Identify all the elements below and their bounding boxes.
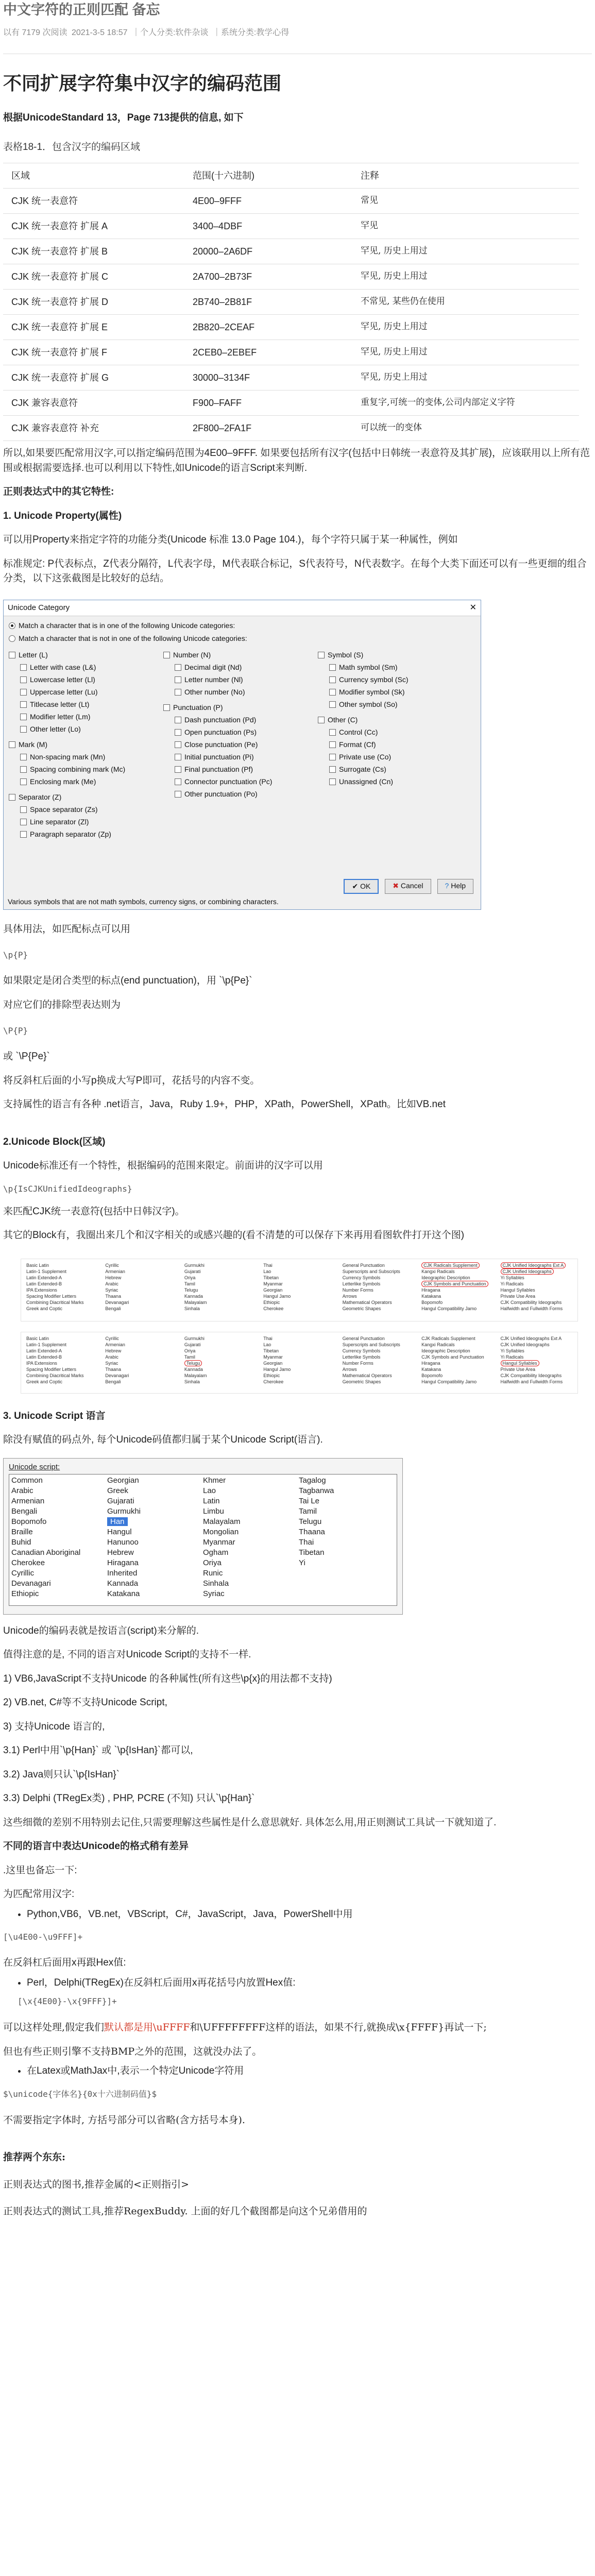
paragraph: 可以用Property来指定字符的功能分类(Unicode 标准 13.0 Page 104.)，每个字符只属于某一种属性，例如 xyxy=(3,534,458,545)
highlight-text: 默认都是用\uFFFF xyxy=(104,2022,190,2033)
checkbox-icon xyxy=(329,676,336,683)
unicode-block-figure-2: Basic Latin Latin-1 Supplement Latin Extended-A Latin Extended-B IPA Extensions Spacing Modifier Letters Combining Diacritical Marks Greek and Coptic Cyrillic Armenian Hebrew Arabic Syriac Thaana Devanagari Bengali Gurmukhi Gujarati Oriya Tamil Telugu Kannada Malayalam Sinhala Thai Lao Tibetan Myanmar Georgian Hangul Jamo Ethiopic Cherokee General Punctuation Superscripts and Subscripts Currency Symbols Letterlike Symbols Number Forms Arrows Mathematical Operators Geometric Shapes CJK Radicals Supplement Kangxi Radicals Ideographic Description CJK Symbols and Punctuation Hiragana Katakana Bopomofo Hangul Compatibility Jamo CJK Unified Ideographs Ext A CJK Unified Ideographs Yi Syllables Yi Radicals Hangul Syllables Private Use Area CJK Compatibility Ideographs Halfwidth and Fullwidth Forms xyxy=(21,1332,578,1394)
checkbox-label: Mark (M) xyxy=(19,740,47,749)
script-item[interactable]: Ogham xyxy=(203,1548,229,1557)
paragraph: 值得注意的是, 不同的语言对Unicode Script的支持不一样. xyxy=(3,1649,251,1660)
checkbox-label: Titlecase letter (Lt) xyxy=(30,700,90,708)
checkbox-label: Letter number (Nl) xyxy=(184,675,243,684)
checkbox-icon xyxy=(329,741,336,748)
table-row xyxy=(3,340,579,365)
script-item[interactable]: Tai Le xyxy=(299,1497,320,1505)
script-item[interactable]: Tibetan xyxy=(299,1548,325,1557)
paragraph: 2) VB.net, C#等不支持Unicode Script, xyxy=(3,1697,167,1708)
cjk-range-table xyxy=(3,163,579,441)
checkbox-icon xyxy=(329,664,336,671)
checkbox-icon xyxy=(20,766,27,773)
script-item[interactable]: Latin xyxy=(203,1497,220,1505)
checkbox-icon xyxy=(9,794,15,801)
category-checkbox[interactable] xyxy=(9,686,158,699)
script-label: Unicode script: xyxy=(9,1462,60,1471)
category-checkbox[interactable] xyxy=(318,714,467,726)
script-item[interactable]: Armenian xyxy=(11,1497,45,1505)
paragraph: 或 `\P{Pe}` xyxy=(3,1051,50,1062)
list-item: • Perl，Delphi(TRegEx)在反斜杠后面用x再花括号内放置Hex值: xyxy=(27,1976,592,1991)
code-snippet: \p{IsCJKUnifiedIdeographs} xyxy=(3,1183,132,1194)
checkbox-label: Math symbol (Sm) xyxy=(339,663,398,671)
checkbox-label: Open punctuation (Ps) xyxy=(184,728,257,736)
table-row xyxy=(3,365,579,391)
script-item[interactable]: Yi xyxy=(299,1558,305,1567)
checkbox-label: Enclosing mark (Me) xyxy=(30,777,96,786)
blog-title: 中文字符的正则匹配 备忘 xyxy=(3,2,160,18)
checkbox-icon xyxy=(318,717,325,723)
code-snippet: [\x{4E00}-\x{9FFF}]+ xyxy=(18,1996,117,2006)
note-cell: 不常见, 某些仍在使用 xyxy=(352,290,579,315)
range-cell: 2CEB0–2EBEF xyxy=(184,340,352,365)
checkbox-icon xyxy=(175,689,181,696)
script-item[interactable]: Tamil xyxy=(299,1507,317,1516)
checkbox-icon xyxy=(175,729,181,736)
checkbox-label: Unassigned (Cn) xyxy=(339,777,394,786)
region-cell: CJK 统一表意符 扩展 E xyxy=(3,315,184,340)
checkbox-label: Final punctuation (Pf) xyxy=(184,765,253,773)
script-item[interactable]: Hanunoo xyxy=(107,1538,139,1547)
selected-script[interactable]: Han xyxy=(107,1517,128,1526)
region-cell: CJK 统一表意符 扩展 F xyxy=(3,340,184,365)
script-item[interactable]: Braille xyxy=(11,1528,33,1536)
table-row xyxy=(3,391,579,416)
radio-icon xyxy=(9,622,15,629)
section-heading: 1. Unicode Property(属性) xyxy=(3,510,122,521)
category-checkbox[interactable] xyxy=(163,674,313,686)
paragraph: 在反斜杠后面用x再跟Hex值: xyxy=(3,1957,126,1968)
checkbox-label: Spacing combining mark (Mc) xyxy=(30,765,126,773)
table-row xyxy=(3,290,579,315)
script-column xyxy=(203,1476,299,1604)
category-checkbox[interactable] xyxy=(318,662,467,674)
paragraph: 1) VB6,JavaScript不支持Unicode 的各种属性(所有这些\p{x}的用法都不支持) xyxy=(3,1673,332,1684)
script-item[interactable]: Inherited xyxy=(107,1569,138,1578)
paragraph: 其它的Block有，我圈出来几个和汉字相关的或感兴趣的(看不清楚的可以保存下来再用看图软件打开这个图) xyxy=(3,1230,465,1241)
checkbox-label: Other symbol (So) xyxy=(339,700,398,708)
paragraph: 对应它们的排除型表达则为 xyxy=(3,999,121,1010)
paragraph: 支持属性的语言有各种 .net语言，Java，Ruby 1.9+，PHP，XPath，PowerShell，XPath。比如VB.net xyxy=(3,1099,446,1110)
table-caption: 表格18-1．包含汉字的编码区域 xyxy=(3,141,141,152)
radio-match-not-in[interactable] xyxy=(4,632,481,645)
dialog-description: Various symbols that are not math symbols, currency signs, or combining characters. xyxy=(8,897,279,906)
category-checkbox[interactable] xyxy=(9,776,158,788)
range-cell: 2A700–2B73F xyxy=(184,264,352,290)
table-header-row xyxy=(3,163,579,189)
script-item[interactable]: Runic xyxy=(203,1569,223,1578)
checkbox-icon xyxy=(175,676,181,683)
checkbox-label: Lowercase letter (Ll) xyxy=(30,675,95,684)
table-row xyxy=(3,264,579,290)
paragraph: 所以,如果要匹配常用汉字,可以指定编码范围为4E00–9FFF. 如果要包括所有汉字(包括中日韩统一表意符及其扩展)，应该联用以上所有范围或根据需要选择.也可以利用以下特性,如Unicode的语言Script来判断. xyxy=(3,448,590,473)
checkbox-label: Connector punctuation (Pc) xyxy=(184,777,273,786)
list-item: • 在Latex或MathJax中,表示一个特定Unicode字符用 xyxy=(27,2064,592,2079)
checkbox-label: Letter with case (L&) xyxy=(30,663,96,671)
category-checkbox[interactable] xyxy=(9,791,158,804)
range-cell: 20000–2A6DF xyxy=(184,239,352,264)
script-item[interactable]: Telugu xyxy=(299,1517,322,1526)
checkbox-label: Uppercase letter (Lu) xyxy=(30,688,98,696)
checkbox-label: Format (Cf) xyxy=(339,740,376,749)
checkbox-label: Control (Cc) xyxy=(339,728,378,736)
script-item[interactable]: Gurmukhi xyxy=(107,1507,141,1516)
paragraph: 3.1) Perl中用`\p{Han}` 或 `\p{IsHan}`都可以, xyxy=(3,1745,193,1756)
read-count: 以有 7179 次阅读 xyxy=(3,28,67,37)
table-header: 范围(十六进制) xyxy=(184,163,352,189)
checkbox-label: Symbol (S) xyxy=(328,651,364,659)
script-item[interactable]: Gujarati xyxy=(107,1497,134,1505)
category-column-3 xyxy=(318,649,467,841)
script-item[interactable]: Hangul xyxy=(107,1528,132,1536)
note-cell: 罕见 xyxy=(352,214,579,239)
script-item[interactable]: Hebrew xyxy=(107,1548,134,1557)
table-row xyxy=(3,315,579,340)
checkbox-icon xyxy=(9,741,15,748)
checkbox-label: Initial punctuation (Pi) xyxy=(184,753,254,761)
range-cell: 3400–4DBF xyxy=(184,214,352,239)
checkbox-label: Non-spacing mark (Mn) xyxy=(30,753,106,761)
region-cell: CJK 统一表意符 扩展 D xyxy=(3,290,184,315)
checkbox-icon xyxy=(175,741,181,748)
code-snippet: $\unicode{字体名}{0x十六进制码值}$ xyxy=(3,2089,157,2099)
table-row xyxy=(3,189,579,214)
paragraph: 除没有赋值的码点外, 每个Unicode码值都归属于某个Unicode Script(语言). xyxy=(3,1434,323,1445)
script-item[interactable]: Cyrillic xyxy=(11,1569,35,1578)
script-item[interactable]: Malayalam xyxy=(203,1517,241,1526)
section-heading: 2.Unicode Block(区域) xyxy=(3,1136,106,1147)
dialog-title: Unicode Category xyxy=(4,600,481,616)
checkbox-icon xyxy=(20,726,27,733)
checkbox-icon xyxy=(20,831,27,838)
category-checkbox[interactable] xyxy=(163,751,313,764)
range-cell: 30000–3134F xyxy=(184,365,352,391)
script-item[interactable]: Tagalog xyxy=(299,1476,326,1485)
category-column-2 xyxy=(163,649,313,841)
checkbox-icon xyxy=(329,778,336,785)
category-checkbox[interactable] xyxy=(9,751,158,764)
category-checkbox[interactable] xyxy=(318,751,467,764)
checkbox-label: Modifier letter (Lm) xyxy=(30,713,91,721)
script-item[interactable]: Khmer xyxy=(203,1476,226,1485)
category-checkbox[interactable] xyxy=(9,739,158,751)
range-cell: 2F800–2FA1F xyxy=(184,416,352,441)
paragraph: 3) 支持Unicode 语言的, xyxy=(3,1721,105,1732)
category-checkbox[interactable] xyxy=(318,649,467,662)
code-snippet: \P{P} xyxy=(3,1026,28,1036)
category-checkbox[interactable] xyxy=(318,739,467,751)
note-cell: 常见 xyxy=(352,189,579,214)
bullet-list xyxy=(3,1907,592,1922)
category-checkbox[interactable] xyxy=(9,711,158,723)
category-checkbox[interactable] xyxy=(318,776,467,788)
category-checkbox[interactable] xyxy=(163,649,313,662)
script-item[interactable]: Canadian Aboriginal xyxy=(11,1548,81,1557)
script-column xyxy=(299,1476,395,1604)
category-checkbox[interactable] xyxy=(163,702,313,714)
script-item[interactable]: Devanagari xyxy=(11,1579,51,1588)
checkbox-icon xyxy=(175,664,181,671)
paragraph: 正则表达式的图书,推荐金属的<正则指引> xyxy=(3,2178,189,2190)
category-checkbox[interactable] xyxy=(163,726,313,739)
region-cell: CJK 统一表意符 xyxy=(3,189,184,214)
script-item[interactable]: Cherokee xyxy=(11,1558,45,1567)
checkbox-label: Number (N) xyxy=(173,651,211,659)
range-cell: 2B820–2CEAF xyxy=(184,315,352,340)
category-column-1 xyxy=(9,649,158,841)
paragraph: 来匹配CJK统一表意符(包括中日韩汉字)。 xyxy=(3,1206,185,1217)
checkbox-label: Letter (L) xyxy=(19,651,48,659)
script-item[interactable]: Tagbanwa xyxy=(299,1486,334,1495)
checkbox-label: Other letter (Lo) xyxy=(30,725,81,733)
category-checkbox[interactable] xyxy=(9,699,158,711)
checkbox-icon xyxy=(175,717,181,723)
script-item[interactable]: Georgian xyxy=(107,1476,139,1485)
range-cell: 4E00–9FFF xyxy=(184,189,352,214)
checkbox-label: Other number (No) xyxy=(184,688,245,696)
range-cell: F900–FAFF xyxy=(184,391,352,416)
category-checkbox[interactable] xyxy=(163,662,313,674)
note-cell: 罕见, 历史上用过 xyxy=(352,315,579,340)
section-heading: 不同的语言中表达Unicode的格式稍有差异 xyxy=(3,1841,189,1852)
script-item[interactable]: Kannada xyxy=(107,1579,139,1588)
section-heading: 3. Unicode Script 语言 xyxy=(3,1410,106,1421)
script-item[interactable]: Buhid xyxy=(11,1538,31,1547)
checkbox-label: Private use (Co) xyxy=(339,753,392,761)
region-cell: CJK 兼容表意符 xyxy=(3,391,184,416)
category-checkbox[interactable] xyxy=(9,828,158,841)
note-cell: 罕见, 历史上用过 xyxy=(352,239,579,264)
category-checkbox[interactable] xyxy=(163,686,313,699)
category-checkbox[interactable] xyxy=(9,649,158,662)
checkbox-icon xyxy=(329,701,336,708)
category-checkbox[interactable] xyxy=(318,699,467,711)
table-row xyxy=(3,239,579,264)
script-item[interactable] xyxy=(107,1517,203,1527)
checkbox-icon xyxy=(163,652,170,658)
ok-button[interactable]: ✔ OK xyxy=(344,879,379,894)
radio-label: Match a character that is not in one of the following Unicode categories: xyxy=(19,634,247,642)
script-item[interactable]: Lao xyxy=(203,1486,216,1495)
category-checkbox[interactable] xyxy=(163,714,313,726)
note-cell: 罕见, 历史上用过 xyxy=(352,340,579,365)
script-item[interactable]: Common xyxy=(11,1476,43,1485)
checkbox-icon xyxy=(175,778,181,785)
paragraph: Unicode标准还有一个特性，根据编码的范围来限定。前面讲的汉字可以用 xyxy=(3,1160,323,1171)
note-cell: 重复字,可统一的变体,公司内部定义字符 xyxy=(352,391,579,416)
checkbox-label: Separator (Z) xyxy=(19,793,62,801)
category-checkbox[interactable] xyxy=(318,686,467,699)
unicode-category-dialog xyxy=(3,600,481,910)
paragraph: 这些细微的差别不用特别去记住,只需要理解这些属性是什么意思就好. 具体怎么用,用正则测试工具试一下就知道了. xyxy=(3,1817,497,1828)
note-cell: 可以统一的变体 xyxy=(352,416,579,441)
region-cell: CJK 统一表意符 扩展 G xyxy=(3,365,184,391)
checkbox-icon xyxy=(329,754,336,760)
checkbox-label: Other (C) xyxy=(328,716,358,724)
note-cell: 罕见, 历史上用过 xyxy=(352,365,579,391)
table-row xyxy=(3,416,579,441)
checkbox-label: Close punctuation (Pe) xyxy=(184,740,258,749)
paragraph: 为匹配常用汉字: xyxy=(3,1889,75,1900)
paragraph: Unicode的编码表就是按语言(script)来分解的. xyxy=(3,1625,199,1636)
checkbox-label: Punctuation (P) xyxy=(173,703,223,711)
paragraph: 标准规定: P代表标点，Z代表分隔符，L代表字母，M代表联合标记，S代表符号，N代表数字。在每个大类下面还可以有一些更细的组合分类，以下这张截图是比较好的总结。 xyxy=(3,558,587,584)
category-checkbox[interactable] xyxy=(9,764,158,776)
checkbox-icon xyxy=(163,704,170,711)
region-cell: CJK 统一表意符 扩展 B xyxy=(3,239,184,264)
checkbox-label: Modifier symbol (Sk) xyxy=(339,688,405,696)
radio-label: Match a character that is in one of the following Unicode categories: xyxy=(19,621,235,630)
script-item[interactable]: Bopomofo xyxy=(11,1517,47,1526)
bullet-list xyxy=(3,1976,592,1991)
checkbox-icon xyxy=(20,754,27,760)
script-column xyxy=(11,1476,107,1604)
script-item[interactable]: Limbu xyxy=(203,1507,224,1516)
range-cell: 2B740–2B81F xyxy=(184,290,352,315)
personal-category[interactable]: ｜个人分类:软件杂谈 xyxy=(131,28,209,37)
region-cell: CJK 统一表意符 扩展 C xyxy=(3,264,184,290)
paragraph: 将反斜杠后面的小写p换成大写P即可，花括号的内容不变。 xyxy=(3,1075,260,1086)
note-cell: 罕见, 历史上用过 xyxy=(352,264,579,290)
category-checkbox[interactable] xyxy=(318,726,467,739)
checkbox-icon xyxy=(20,714,27,720)
region-cell: CJK 兼容表意符 补充 xyxy=(3,416,184,441)
script-item[interactable]: Greek xyxy=(107,1486,128,1495)
article-subtitle: 根据UnicodeStandard 13，Page 713提供的信息, 如下 xyxy=(3,112,244,123)
bullet-list xyxy=(3,2064,592,2079)
paragraph: .这里也备忘一下: xyxy=(3,1865,77,1876)
script-item[interactable]: Myanmar xyxy=(203,1538,235,1547)
script-item[interactable]: Bengali xyxy=(11,1507,38,1516)
checkbox-icon xyxy=(329,689,336,696)
checkbox-icon xyxy=(20,778,27,785)
post-date: 2021-3-5 18:57 xyxy=(71,28,128,37)
script-column xyxy=(107,1476,203,1604)
script-item[interactable]: Mongolian xyxy=(203,1528,239,1536)
checkbox-icon xyxy=(329,766,336,773)
script-item[interactable]: Syriac xyxy=(203,1589,225,1598)
category-checkbox[interactable] xyxy=(9,804,158,816)
category-checkbox[interactable] xyxy=(163,739,313,751)
radio-icon xyxy=(9,635,15,642)
checkbox-label: Decimal digit (Nd) xyxy=(184,663,242,671)
checkbox-icon xyxy=(20,701,27,708)
table-header: 注释 xyxy=(352,163,579,189)
script-item[interactable]: Ethiopic xyxy=(11,1589,39,1598)
table-row xyxy=(3,214,579,239)
paragraph: 具体用法，如匹配标点可以用 xyxy=(3,923,131,935)
category-checkbox[interactable] xyxy=(9,662,158,674)
category-checkbox[interactable] xyxy=(163,764,313,776)
cancel-button[interactable]: ✖ Cancel xyxy=(385,879,431,894)
paragraph: 正则表达式的测试工具,推荐RegexBuddy. 上面的好几个截图都是向这个兄弟借用的 xyxy=(3,2206,367,2217)
paragraph: 3.2) Java则只认`\p{IsHan}` xyxy=(3,1769,120,1780)
checkbox-label: Paragraph separator (Zp) xyxy=(30,830,111,838)
checkbox-icon xyxy=(20,664,27,671)
checkbox-icon xyxy=(20,819,27,825)
paragraph: 但也有些正则引擎不支持BMP之外的范围，这就没办法了。 xyxy=(3,2045,262,2057)
checkbox-label: Dash punctuation (Pd) xyxy=(184,716,257,724)
script-item[interactable]: Thai xyxy=(299,1538,314,1547)
category-checkbox[interactable] xyxy=(9,816,158,828)
article-title: 不同扩展字符集中汉字的编码范围 xyxy=(3,73,282,94)
checkbox-icon xyxy=(20,676,27,683)
category-checkbox[interactable] xyxy=(9,674,158,686)
checkbox-label: Surrogate (Cs) xyxy=(339,765,386,773)
help-button[interactable]: ? Help xyxy=(437,879,473,894)
paragraph: 可以这样处理,假定我们默认都是用\uFFFF和\UFFFFFFFF这样的语法，如果不行,就换成\x{FFFF}再试一下; xyxy=(3,2022,487,2033)
category-checkbox[interactable] xyxy=(9,723,158,736)
unicode-script-picker xyxy=(3,1458,403,1615)
checkbox-label: Currency symbol (Sc) xyxy=(339,675,409,684)
paragraph: 3.3) Delphi (TRegEx类) , PHP, PCRE (不知) 只认`\p{Han}` xyxy=(3,1793,255,1804)
system-category[interactable]: ｜系统分类:教学心得 xyxy=(212,28,290,37)
category-checkbox[interactable] xyxy=(163,788,313,801)
checkbox-icon xyxy=(329,729,336,736)
checkbox-icon xyxy=(175,754,181,760)
code-snippet: \p{P} xyxy=(3,950,28,960)
checkbox-label: Space separator (Zs) xyxy=(30,805,98,814)
radio-match-in[interactable] xyxy=(4,619,481,632)
checkbox-icon xyxy=(318,652,325,658)
checkbox-icon xyxy=(20,689,27,696)
script-list[interactable] xyxy=(9,1474,397,1606)
checkbox-label: Other punctuation (Po) xyxy=(184,790,258,798)
script-item[interactable]: Sinhala xyxy=(203,1579,229,1588)
checkbox-icon xyxy=(175,766,181,773)
category-checkbox[interactable] xyxy=(318,674,467,686)
script-item[interactable]: Hiragana xyxy=(107,1558,139,1567)
checkbox-icon xyxy=(20,806,27,813)
table-header: 区域 xyxy=(3,163,184,189)
script-item[interactable]: Thaana xyxy=(299,1528,325,1536)
script-item[interactable]: Katakana xyxy=(107,1589,140,1598)
checkbox-icon xyxy=(9,652,15,658)
category-checkbox[interactable] xyxy=(318,764,467,776)
post-meta xyxy=(3,27,592,39)
checkbox-label: Line separator (Zl) xyxy=(30,818,89,826)
close-icon[interactable]: ✕ xyxy=(469,603,477,612)
paragraph: 如果限定是闭合类型的标点(end punctuation)，用 `\p{Pe}` xyxy=(3,975,252,986)
checkbox-icon xyxy=(175,791,181,798)
region-cell: CJK 统一表意符 扩展 A xyxy=(3,214,184,239)
script-item[interactable]: Oriya xyxy=(203,1558,222,1567)
section-heading: 推荐两个东东: xyxy=(3,2151,66,2163)
list-item: • Python,VB6，VB.net，VBScript，C#，JavaScript，Java，PowerShell中用 xyxy=(27,1907,592,1922)
paragraph: 不需要指定字体时, 方括号部分可以省略(含方括号本身). xyxy=(3,2114,245,2126)
code-snippet: [\u4E00-\u9FFF]+ xyxy=(3,1932,83,1942)
unicode-block-figure-1: Basic Latin Latin-1 Supplement Latin Extended-A Latin Extended-B IPA Extensions Spacing Modifier Letters Combining Diacritical Marks Greek and Coptic Cyrillic Armenian Hebrew Arabic Syriac Thaana Devanagari Bengali Gurmukhi Gujarati Oriya Tamil Telugu Kannada Malayalam Sinhala Thai Lao Tibetan Myanmar Georgian Hangul Jamo Ethiopic Cherokee General Punctuation Superscripts and Subscripts Currency Symbols Letterlike Symbols Number Forms Arrows Mathematical Operators Geometric Shapes CJK Radicals Supplement Kangxi Radicals Ideographic Description CJK Symbols and Punctuation Hiragana Katakana Bopomofo Hangul Compatibility Jamo CJK Unified Ideographs Ext A CJK Unified Ideographs Yi Syllables Yi Radicals Hangul Syllables Private Use Area CJK Compatibility Ideographs Halfwidth and Fullwidth Forms xyxy=(21,1259,578,1321)
script-item[interactable]: Arabic xyxy=(11,1486,33,1495)
section-heading: 正则表达式中的其它特性: xyxy=(3,486,114,497)
category-checkbox[interactable] xyxy=(163,776,313,788)
